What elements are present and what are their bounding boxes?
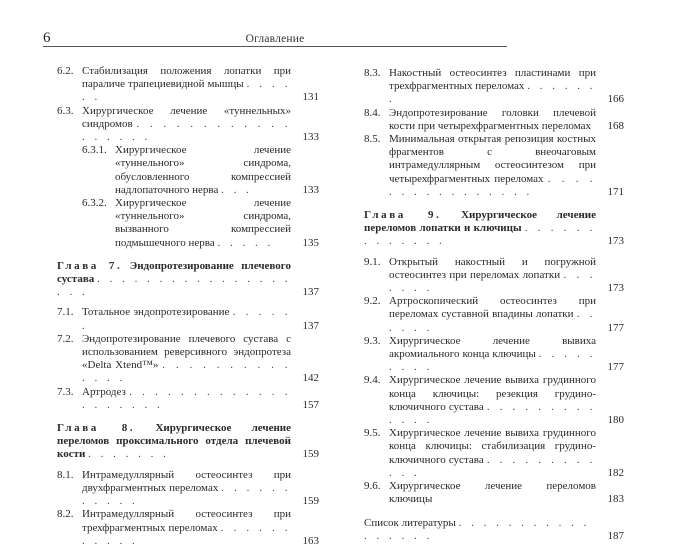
toc-entry-9-3[interactable] <box>364 335 624 375</box>
entry-number: 7.1. <box>57 306 74 319</box>
leader-dots: . . . . . . . . . . . . . <box>389 400 597 427</box>
entry-page: 166 <box>607 93 624 106</box>
entry-page: 159 <box>302 495 319 508</box>
leader-dots: . . . . . . . . . . . . . . . . <box>389 172 596 198</box>
entry-number: 9.5. <box>364 427 381 440</box>
entry-number: 9.6. <box>364 480 381 493</box>
entry-title: Хирургическое лечение вывиха акромиального конца ключицы <box>389 334 596 361</box>
toc-chapter-9[interactable] <box>364 209 624 249</box>
toc-entry-6-3-2[interactable] <box>57 197 319 250</box>
toc-entry-7-2[interactable] <box>57 333 319 386</box>
entry-title: Хирургическое лечение «туннельного» синдрома, вызванного компрессией подмышечного нерва <box>115 197 291 249</box>
chapter-title: Хирургическое лечение переломов лопатки и ключицы <box>364 209 597 235</box>
leader-dots: . . . . . . . . . . . . . . . . . . . <box>57 273 292 299</box>
toc-entry-6-2[interactable] <box>57 65 319 105</box>
entry-page: 177 <box>607 361 624 374</box>
leader-dots: . . . . . . . . . . . <box>82 521 292 547</box>
entry-title: Стабилизация положения лопатки при параличе трапециевидной мышцы <box>82 65 291 91</box>
chapter-page: 137 <box>302 286 319 299</box>
header-rule <box>43 46 507 47</box>
entry-page: 163 <box>302 534 319 547</box>
chapter-page: 173 <box>607 235 624 248</box>
leader-dots: . . . . . <box>217 236 274 249</box>
entry-title: Хирургическое лечение «туннельного» синдрома, обусловленного компрессией надлопаточного нерва <box>115 144 291 196</box>
leader-dots: . . . . . . . . . <box>389 348 596 374</box>
entry-title: Тотальное эндопротезирование <box>82 306 230 319</box>
entry-number: 9.4. <box>364 374 381 387</box>
leader-dots: . . . . . . . <box>389 80 597 106</box>
chapter-label: Глава 9. <box>364 209 442 222</box>
chapter-label: Глава 8. <box>57 422 136 435</box>
toc-right-column <box>364 67 624 543</box>
entry-number: 8.2. <box>57 508 74 521</box>
toc-entry-8-1[interactable] <box>57 469 319 509</box>
toc-entry-9-6[interactable] <box>364 480 624 506</box>
entry-number: 8.4. <box>364 106 381 119</box>
leader-dots: . . . . . . <box>389 308 596 334</box>
toc-entry-8-5[interactable] <box>364 133 624 199</box>
entry-number: 9.3. <box>364 334 381 347</box>
entry-number: 9.1. <box>364 255 381 268</box>
toc-entry-8-2[interactable] <box>57 508 319 548</box>
toc-entry-7-1[interactable] <box>57 306 319 332</box>
entry-number: 6.2. <box>57 65 74 77</box>
entry-title: Эндопротезирование плечевого сустава с использованием реверсивного эндопротеза «Delta Xtend™» <box>82 332 291 372</box>
entry-number: 9.2. <box>364 295 381 308</box>
chapter-label: Глава 7. <box>57 259 123 272</box>
leader-dots: . . . . . . . . . . . . . . . . . <box>364 516 590 542</box>
toc-entry-6-3-1[interactable] <box>57 144 319 197</box>
leader-dots: . . . . . . . <box>88 448 170 461</box>
toc-bibliography[interactable] <box>364 517 624 543</box>
leader-dots: . . . . . . <box>82 306 292 332</box>
entry-title: Накостный остеосинтез пластинами при трехфрагментных переломах <box>389 67 596 93</box>
toc-chapter-8[interactable] <box>57 422 319 462</box>
toc-entry-9-2[interactable] <box>364 295 624 335</box>
entry-title: Артродез <box>82 385 126 398</box>
entry-number: 6.3.2. <box>82 197 107 210</box>
entry-number: 7.3. <box>57 385 74 398</box>
entry-page: 157 <box>302 398 319 411</box>
entry-page: 133 <box>302 131 319 144</box>
leader-dots: . . . . . . . . . . . <box>82 481 292 508</box>
toc-entry-8-4[interactable] <box>364 107 624 133</box>
entry-number: 8.5. <box>364 133 381 146</box>
entry-title: Хирургическое лечение вывиха грудинного конца ключицы: стабилизация грудино-ключичного сустава <box>389 427 596 466</box>
toc-entry-8-3[interactable] <box>364 67 624 107</box>
entry-title: Интрамедуллярный остеосинтез при двухфрагментных переломах <box>82 468 291 494</box>
entry-page: 133 <box>302 183 319 196</box>
entry-page: 182 <box>607 466 624 479</box>
leader-dots: . . . <box>221 183 253 196</box>
entry-page: 131 <box>302 91 319 104</box>
toc-entry-9-1[interactable] <box>364 256 624 296</box>
toc-entry-9-4[interactable] <box>364 374 624 427</box>
entry-page: 142 <box>302 372 319 385</box>
chapter-title: Эндопротезирование плечевого сустава <box>57 259 291 286</box>
bibliography-page: 187 <box>607 529 624 542</box>
toc-left-column <box>57 65 319 548</box>
leader-dots: . . . . . . . . . . . . . . . . . . . . <box>82 385 292 411</box>
running-title: Оглавление <box>245 33 305 45</box>
entry-page: 137 <box>302 319 319 332</box>
leader-dots: . . . . . . . . . . . . . . . . . . <box>82 117 292 144</box>
leader-dots: . . . . . . . . . . . . . . <box>82 359 292 385</box>
entry-page: 177 <box>607 321 624 334</box>
page-number: 6 <box>43 30 51 46</box>
entry-title: Минимальная открытая репозиция костных фрагментов с внеочаговым интрамедуллярным остеосинтезом при четырехфрагментных переломах <box>389 133 596 185</box>
entry-page: 135 <box>302 236 319 249</box>
chapter-page: 159 <box>302 448 319 461</box>
entry-number: 6.3.1. <box>82 144 107 157</box>
leader-dots: . . . . . . <box>82 78 291 104</box>
entry-page: 183 <box>607 493 624 506</box>
entry-title: Артроскопический остеосинтез при переломах суставной впадины лопатки <box>389 295 596 321</box>
leader-dots: . . . . . . . . . . . . <box>389 453 597 479</box>
entry-page: 173 <box>607 282 624 295</box>
entry-page: 180 <box>607 414 624 427</box>
entry-page: 171 <box>607 185 624 198</box>
entry-title: Эндопротезирование головки плечевой кости при четырехфрагментных переломах <box>389 106 596 132</box>
leader-dots: . . . . . . . <box>389 268 597 295</box>
entry-page: 168 <box>607 119 624 132</box>
toc-entry-9-5[interactable] <box>364 427 624 480</box>
entry-title: Интрамедуллярный остеосинтез при трехфрагментных переломах <box>82 508 291 534</box>
entry-title: Хирургическое лечение вывиха грудинного конца ключицы: резекция грудино-ключичного сустава <box>389 374 596 413</box>
entry-title: Хирургическое лечение «туннельных» синдромов <box>82 104 291 130</box>
leader-dots: . . . . . . . . . . . . . <box>364 222 596 248</box>
page-header <box>43 30 507 47</box>
chapter-title: Хирургическое лечение переломов проксимального отдела плечевой кости <box>57 422 292 461</box>
toc-entry-7-3[interactable] <box>57 386 319 412</box>
entry-number: 6.3. <box>57 104 74 117</box>
entry-number: 8.1. <box>57 468 74 481</box>
entry-title: Открытый накостный и погружной остеосинтез при переломах лопатки <box>389 255 596 281</box>
bibliography-title: Список литературы <box>364 516 456 529</box>
toc-entry-6-3[interactable] <box>57 105 319 145</box>
entry-number: 7.2. <box>57 332 74 345</box>
entry-title: Хирургическое лечение переломов ключицы <box>389 480 596 506</box>
entry-number: 8.3. <box>364 67 381 79</box>
toc-chapter-7[interactable] <box>57 260 319 300</box>
